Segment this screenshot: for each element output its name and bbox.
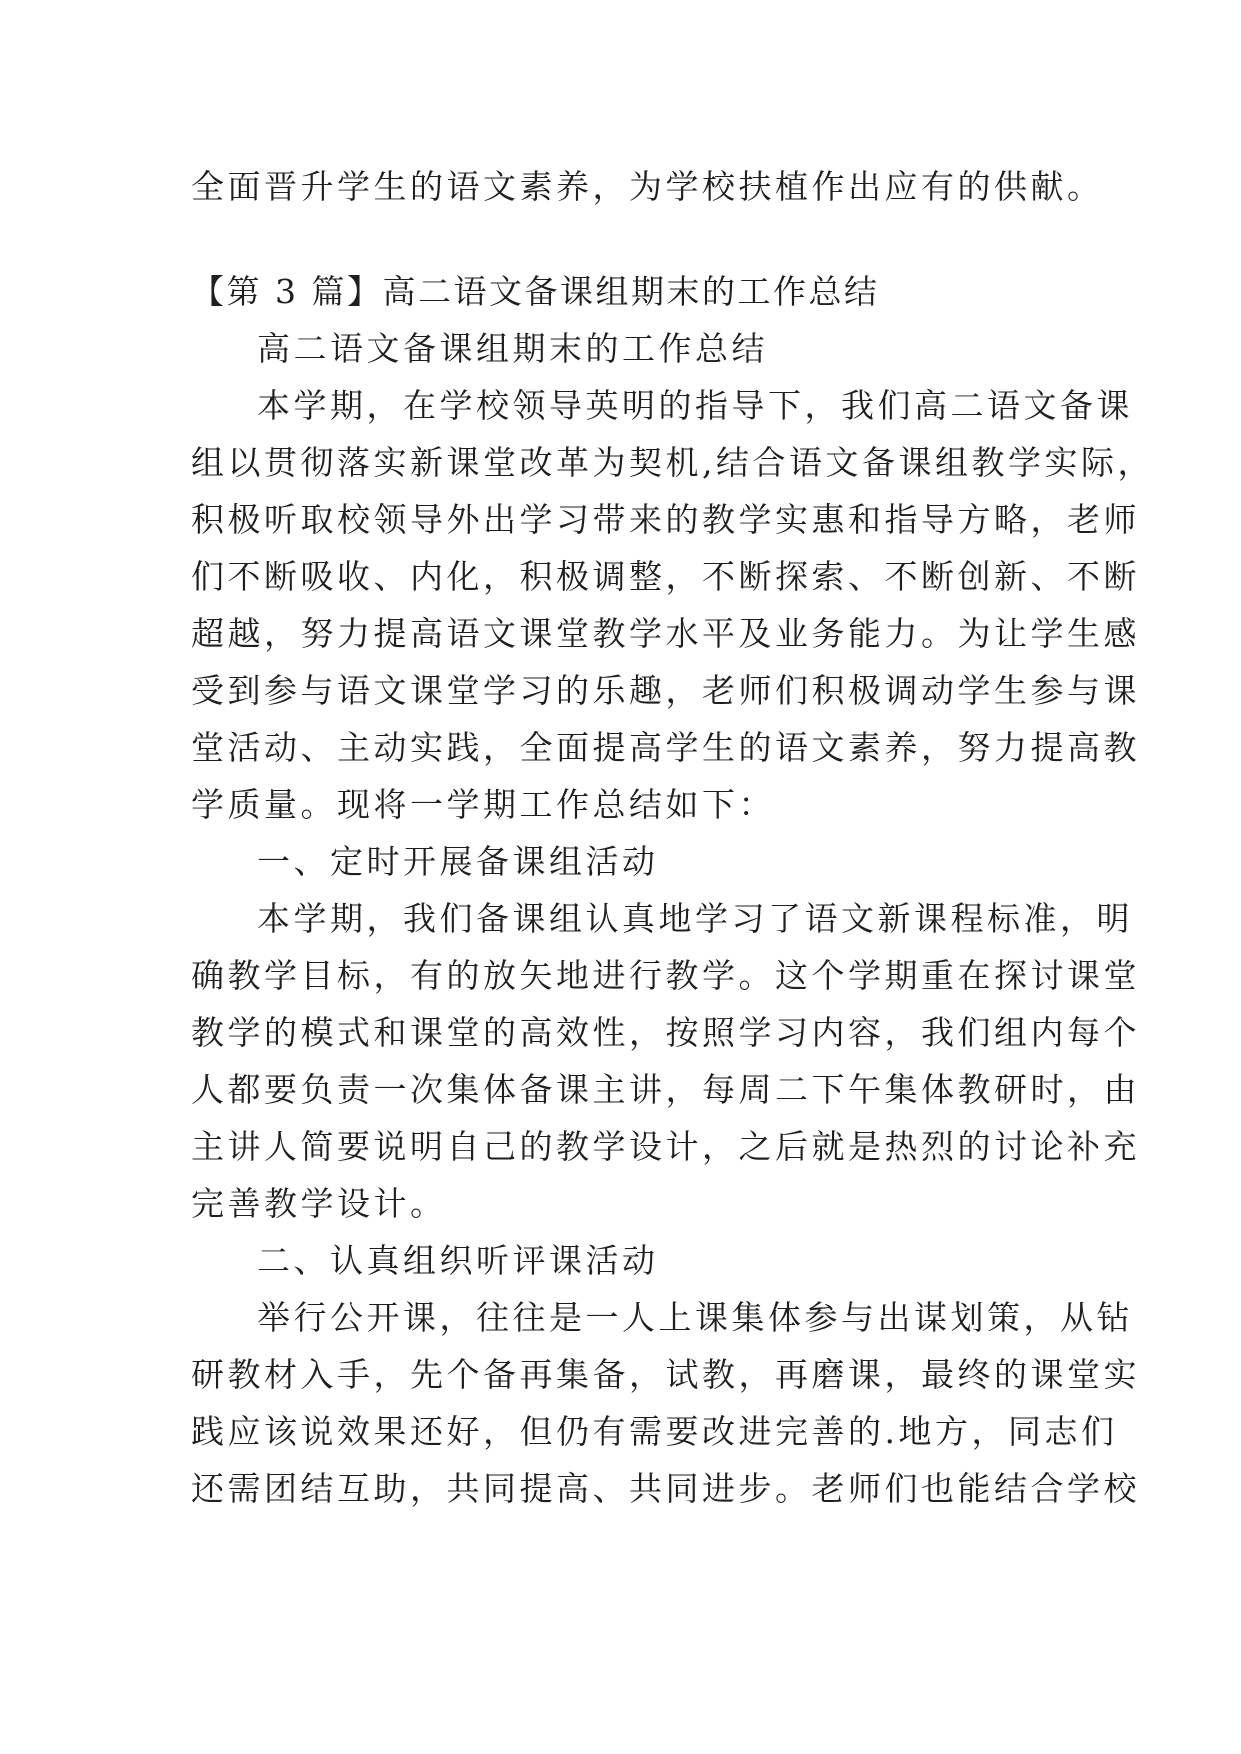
paragraph-line: 主讲人简要说明自己的教学设计，之后就是热烈的讨论补充 (191, 1127, 1140, 1166)
paragraph-line: 堂活动、主动实践，全面提高学生的语文素养，努力提高教 (191, 728, 1140, 767)
paragraph-line: 积极听取校领导外出学习带来的教学实惠和指导方略，老师 (191, 500, 1140, 539)
paragraph-gap (191, 215, 1053, 263)
paragraph-line: 践应该说效果还好，但仍有需要改进完善的.地方，同志们 (191, 1412, 1118, 1451)
paragraph-line: 们不断吸收、内化，积极调整，不断探索、不断创新、不断 (191, 557, 1140, 596)
paragraph-line: 研教材入手，先个备再集备，试教，再磨课，最终的课堂实 (191, 1355, 1140, 1394)
lead-line: 全面晋升学生的语文素养，为学校扶植作出应有的供献。 (191, 167, 1104, 206)
paragraph-line: 确教学目标，有的放矢地进行教学。这个学期重在探讨课堂 (191, 956, 1140, 995)
article-title: 高二语文备课组期末的工作总结 (257, 329, 768, 368)
section-heading: 一、定时开展备课组活动 (257, 842, 659, 881)
section-title: 【第 3 篇】高二语文备课组期末的工作总结 (191, 272, 880, 311)
paragraph-line: 学质量。现将一学期工作总结如下： (191, 785, 775, 824)
section-heading: 二、认真组织听评课活动 (257, 1241, 659, 1280)
paragraph-line: 完善教学设计。 (191, 1184, 447, 1223)
paragraph-line: 受到参与语文课堂学习的乐趣，老师们积极调动学生参与课 (191, 671, 1140, 710)
paragraph-line: 教学的模式和课堂的高效性，按照学习内容，我们组内每个 (191, 1013, 1140, 1052)
paragraph-line: 组以贯彻落实新课堂改革为契机,结合语文备课组教学实际， (191, 443, 1154, 482)
paragraph-line: 超越，努力提高语文课堂教学水平及业务能力。为让学生感 (191, 614, 1140, 653)
paragraph-line: 本学期，在学校领导英明的指导下，我们高二语文备课 (257, 386, 1133, 425)
document-body (191, 158, 1154, 1517)
paragraph-line: 还需团结互助，共同提高、共同进步。老师们也能结合学校 (191, 1469, 1140, 1508)
paragraph-line: 本学期，我们备课组认真地学习了语文新课程标准，明 (257, 899, 1133, 938)
paragraph-line: 举行公开课，往往是一人上课集体参与出谋划策，从钻 (257, 1298, 1133, 1337)
paragraph-line: 人都要负责一次集体备课主讲，每周二下午集体教研时，由 (191, 1070, 1140, 1109)
